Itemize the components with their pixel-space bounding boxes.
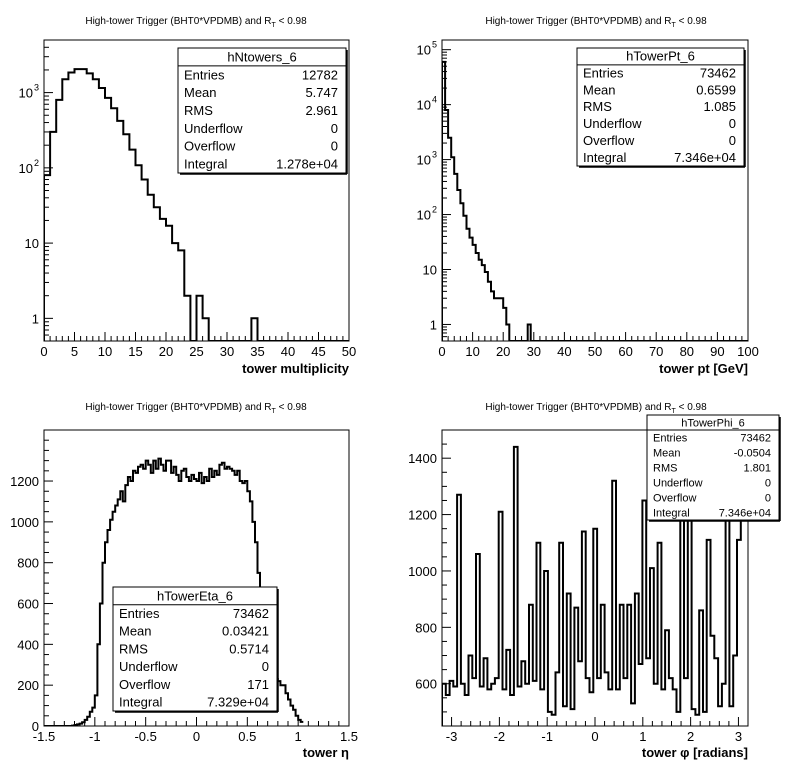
panel-4	[408, 402, 780, 760]
x-tick-label: 25	[189, 344, 204, 359]
stats-name: hNtowers_6	[227, 49, 297, 65]
y-tick-exponent: 3	[431, 149, 437, 160]
stats-value: 0.5714	[229, 641, 269, 657]
x-tick-label: 40	[280, 344, 296, 359]
stats-value: 0	[764, 492, 771, 505]
y-tick-label: 1	[31, 311, 39, 327]
y-tick-label: 1400	[408, 451, 437, 467]
y-tick-label: 10	[422, 262, 437, 278]
x-tick-label: 3	[734, 729, 743, 744]
stats-key: RMS	[119, 641, 148, 657]
x-axis-label: tower pt [GeV]	[659, 361, 748, 376]
stats-key: Underflow	[653, 477, 703, 490]
x-tick-label: 2	[687, 729, 695, 744]
y-tick-label: 10	[24, 236, 39, 252]
y-tick-label: 1	[429, 317, 437, 333]
x-tick-label: 0	[438, 344, 446, 359]
x-tick-label: 80	[679, 344, 695, 359]
y-tick-label: 10	[416, 207, 431, 223]
stats-value: 171	[247, 676, 269, 692]
y-tick-label: 10	[416, 152, 431, 168]
y-tick-label: 600	[17, 596, 39, 612]
stats-name: hTowerPt_6	[626, 48, 695, 64]
x-tick-label: 30	[219, 344, 235, 359]
panel-title: High-tower Trigger (BHT0*VPDMB) and $R_T < 0.98$	[85, 402, 307, 415]
stats-value: 1.085	[703, 99, 736, 115]
x-tick-label: 0	[40, 344, 48, 359]
stats-key: Underflow	[184, 120, 243, 136]
x-tick-label: -3	[445, 729, 458, 744]
stats-value: 0	[330, 138, 338, 154]
panel-title: High-tower Trigger (BHT0*VPDMB) and $R_T < 0.98$	[485, 16, 707, 29]
x-tick-label: 100	[737, 344, 759, 359]
stats-value: 2.961	[305, 102, 338, 118]
x-tick-label: 20	[495, 344, 511, 359]
stats-key: Entries	[184, 67, 225, 83]
stats-value: 0.6599	[696, 82, 736, 98]
x-tick-label: 0	[591, 729, 599, 744]
x-tick-label: 1.5	[339, 729, 359, 744]
y-tick-label: 1200	[10, 474, 39, 490]
stats-value: 7.346e+04	[674, 149, 736, 165]
stats-value: 0	[728, 116, 736, 132]
stats-value: 0	[764, 477, 771, 490]
y-tick-exponent: 4	[431, 94, 437, 105]
stats-value: 0	[728, 132, 736, 148]
stats-value: 0	[330, 120, 338, 136]
panel-2	[417, 16, 759, 376]
x-tick-label: 60	[618, 344, 633, 359]
x-tick-label: 50	[341, 344, 357, 359]
stats-value: 5.747	[305, 85, 338, 101]
x-tick-label: 35	[250, 344, 265, 359]
stats-key: RMS	[184, 102, 213, 118]
y-tick-exponent: 5	[431, 39, 437, 50]
stats-key: Overflow	[119, 676, 171, 692]
stats-key: Mean	[119, 623, 152, 639]
stats-key: Overflow	[653, 492, 697, 505]
stats-value: 0	[261, 659, 269, 675]
x-tick-label: 30	[526, 344, 542, 359]
stats-value: 73462	[740, 432, 771, 445]
y-tick-label: 800	[17, 555, 39, 571]
panel-title: High-tower Trigger (BHT0*VPDMB) and $R_T < 0.98$	[85, 16, 307, 29]
stats-key: Integral	[119, 694, 163, 710]
x-tick-label: 90	[710, 344, 725, 359]
stats-name: hTowerPhi_6	[681, 417, 745, 430]
y-tick-exponent: 3	[33, 82, 39, 93]
x-tick-label: 0.5	[238, 729, 257, 744]
x-tick-label: -2	[493, 729, 506, 744]
x-tick-label: 15	[128, 344, 143, 359]
stats-key: Mean	[583, 82, 616, 98]
x-tick-label: 40	[557, 344, 572, 359]
stats-value: 12782	[301, 67, 338, 83]
stats-key: Mean	[184, 85, 217, 101]
stats-value: 73462	[232, 606, 269, 621]
x-axis-label: tower η	[302, 745, 349, 760]
y-tick-label: 400	[17, 637, 39, 653]
x-tick-label: 45	[311, 344, 326, 359]
stats-key: RMS	[653, 462, 678, 475]
x-tick-label: 20	[158, 344, 174, 359]
stats-key: Mean	[653, 447, 681, 460]
y-tick-label: 10	[18, 160, 33, 176]
stats-key: Integral	[184, 156, 228, 172]
x-tick-label: 1	[639, 729, 647, 744]
x-tick-label: 0	[192, 729, 201, 744]
stats-value: 0.03421	[222, 623, 269, 639]
stats-key: Underflow	[119, 659, 178, 675]
stats-key: Overflow	[184, 138, 236, 154]
x-tick-label: -0.5	[134, 729, 157, 744]
stats-name: hTowerEta_6	[157, 588, 233, 604]
x-tick-label: 5	[70, 344, 79, 359]
stats-value: 7.329e+04	[207, 694, 269, 710]
panel-3	[10, 402, 358, 760]
x-tick-label: 1	[294, 729, 302, 744]
y-tick-exponent: 2	[33, 157, 39, 168]
x-tick-label: 10	[465, 344, 480, 359]
y-tick-label: 10	[416, 42, 431, 58]
stats-key: Overflow	[583, 132, 635, 148]
stats-key: RMS	[583, 99, 612, 115]
x-axis-label: tower φ [radians]	[641, 745, 748, 760]
y-tick-label: 1000	[408, 563, 437, 579]
y-tick-label: 600	[415, 676, 437, 692]
stats-key: Integral	[653, 507, 690, 520]
panel-1	[19, 16, 357, 376]
stats-value: 7.346e+04	[718, 507, 771, 520]
x-tick-label: -1	[89, 729, 101, 744]
y-tick-label: 1000	[10, 514, 39, 530]
y-tick-label: 200	[17, 678, 39, 694]
y-tick-label: 800	[415, 620, 437, 636]
x-tick-label: 70	[648, 344, 664, 359]
stats-value: 1.278e+04	[276, 156, 338, 172]
x-axis-label: tower multiplicity	[242, 361, 349, 376]
stats-key: Entries	[583, 65, 624, 81]
y-tick-label: 10	[416, 97, 431, 113]
stats-value: -0.0504	[733, 447, 771, 460]
x-tick-label: -1	[541, 729, 553, 744]
x-tick-label: -1.5	[32, 729, 56, 744]
stats-key: Entries	[119, 606, 160, 621]
x-tick-label: 50	[587, 344, 603, 359]
x-tick-label: 10	[97, 344, 113, 359]
stats-value: 1.801	[743, 462, 771, 475]
y-tick-label: 10	[18, 85, 33, 101]
y-tick-exponent: 2	[431, 204, 437, 215]
y-tick-label: 0	[31, 719, 39, 734]
stats-key: Integral	[583, 149, 627, 165]
y-tick-label: 1200	[408, 507, 437, 523]
stats-value: 73462	[699, 65, 736, 81]
stats-key: Entries	[653, 432, 688, 445]
panel-title: High-tower Trigger (BHT0*VPDMB) and $R_T < 0.98$	[485, 402, 707, 415]
stats-key: Underflow	[583, 116, 642, 132]
